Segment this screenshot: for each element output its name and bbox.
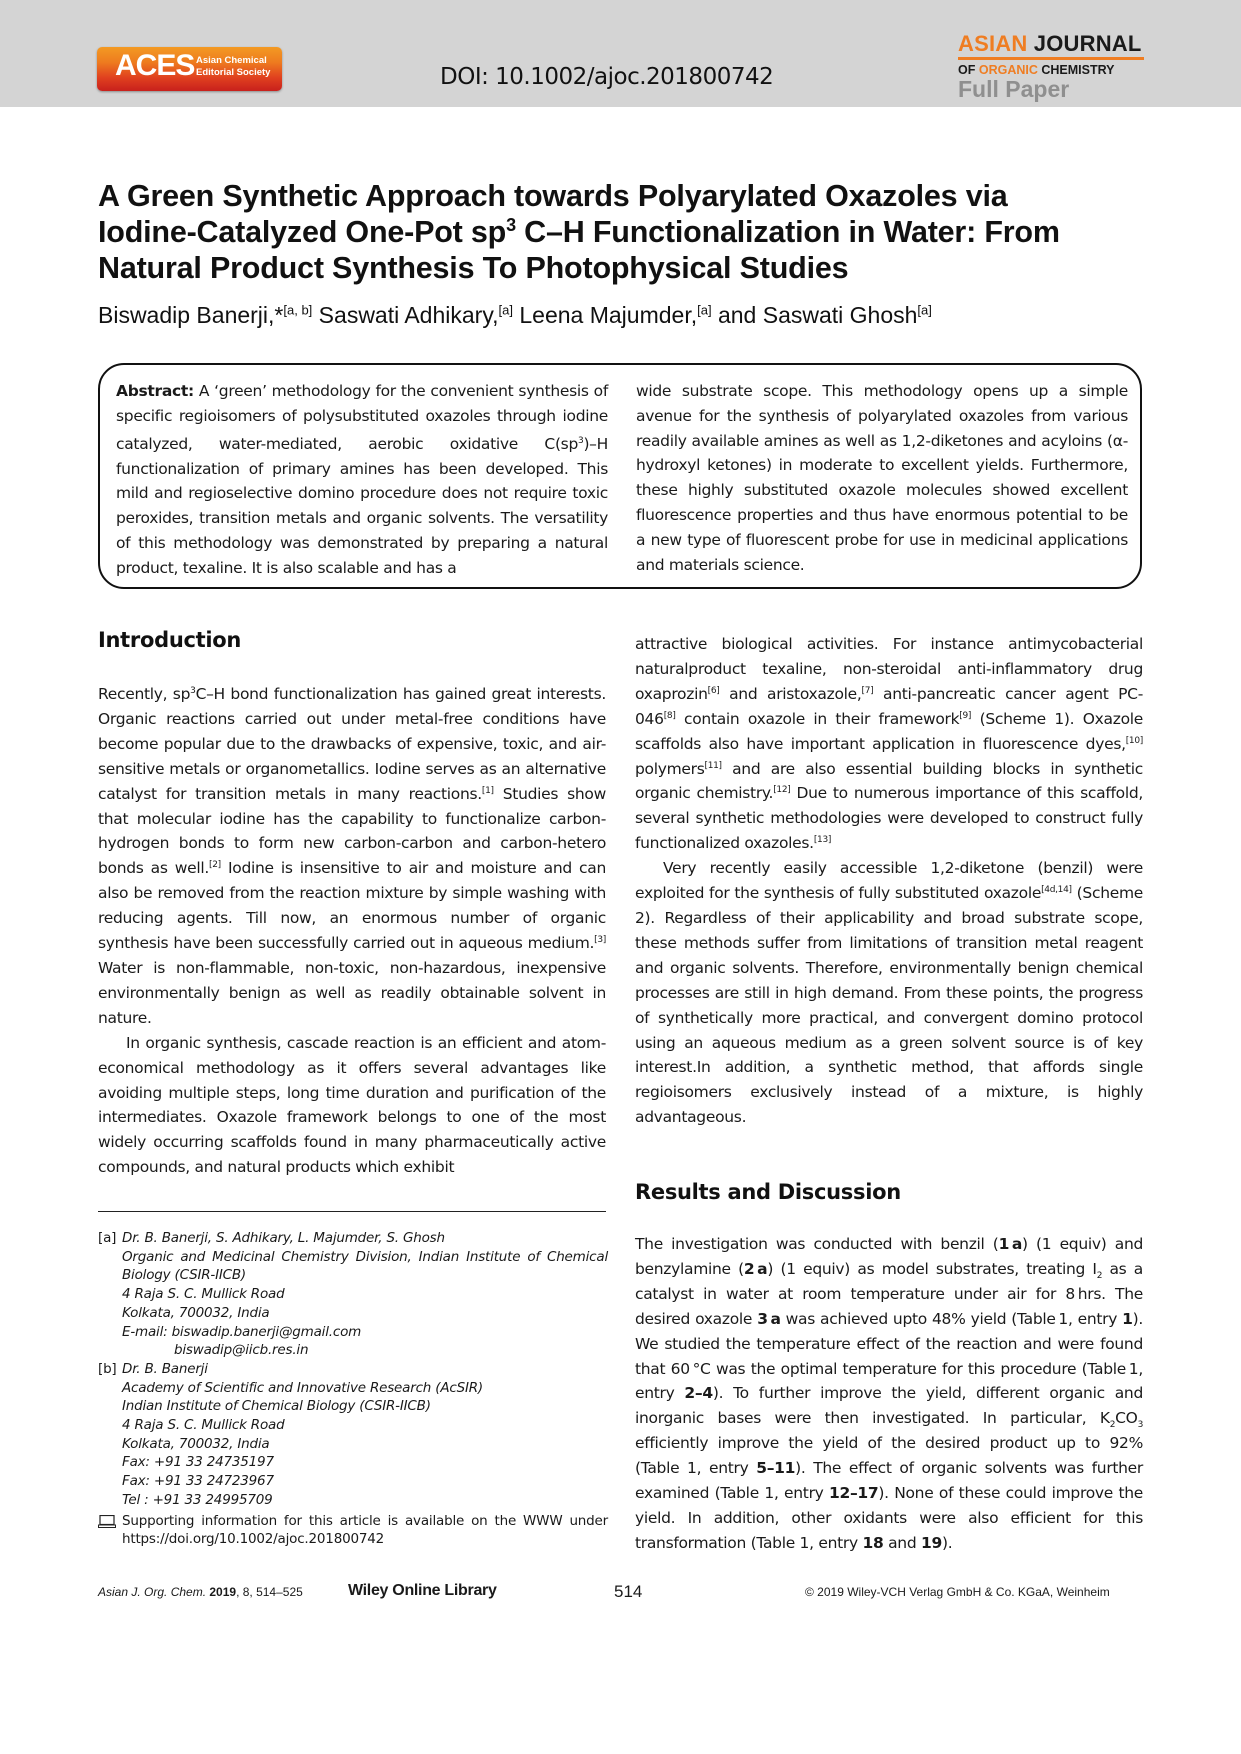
text: anti-pancreatic cancer agent PC-046 xyxy=(635,684,1144,728)
author-affiliation: [a] xyxy=(697,302,712,318)
copyright: © 2019 Wiley-VCH Verlag GmbH & Co. KGaA, Weinheim xyxy=(805,1585,1110,1599)
text: (Scheme 1). Oxazole scaffolds also have important application in fluorescence dyes, xyxy=(635,709,1143,753)
introduction-left-column xyxy=(98,682,606,1180)
footnote-line: Tel : +91 33 24995709 xyxy=(122,1491,273,1508)
abstract-right-column: wide substrate scope. This methodology opens up a simple avenue for the synthesis of polyarylated oxazoles from various readily available amines as well as 1,2-diketones and acyloins (α-hydroxyl ketones) in moderate to excellent yields. Furthermore, these highly substituted oxazole molecules showed excellent fluorescence properties and thus have enormous potential to be a new type of fluorescent probe for use in medicinal applications and materials science. xyxy=(636,382,1128,574)
footnote-line: Kolkata, 700032, India xyxy=(122,1435,270,1452)
footnote-line: Fax: +91 33 24735197 xyxy=(122,1454,274,1471)
journal-name-asian: ASIAN xyxy=(958,31,1028,56)
author-affiliation: [a, b] xyxy=(283,302,313,318)
aces-logo-line2: Editorial Society xyxy=(196,67,271,78)
citation-info xyxy=(98,1585,303,1599)
abstract-text: A ‘green’ methodology for the convenient synthesis of specific regioisomers of polysubstituted oxazoles through iodine catalyzed, water-mediated, aerobic oxidative C(sp xyxy=(116,382,608,453)
aces-logo xyxy=(97,47,282,91)
text: ). The effect of organic solvents was further examined (Table 1, entry xyxy=(635,1459,1143,1503)
footnote-line: Dr. B. Banerji xyxy=(122,1360,208,1377)
text: Very recently easily accessible 1,2-diketone (benzil) were exploited for the synthesis of fully substituted oxazole xyxy=(635,859,1143,903)
author-name[interactable]: Leena Majumder, xyxy=(512,302,698,328)
text: ). To further improve the yield, different organic and inorganic bases were then investigated. In particular, K xyxy=(635,1384,1143,1428)
compound-ref: 12–17 xyxy=(828,1484,879,1503)
journal-logo xyxy=(958,32,1144,101)
journal-subtitle-chemistry: CHEMISTRY xyxy=(1037,63,1115,77)
citation-ref[interactable]: [3] xyxy=(594,934,606,945)
abstract-box xyxy=(98,363,1142,589)
footnote-line: 4 Raja S. C. Mullick Road xyxy=(122,1286,285,1303)
supporting-information-note xyxy=(98,1512,608,1549)
footnote-line: Kolkata, 700032, India xyxy=(122,1304,270,1321)
citation-ref[interactable]: [1] xyxy=(481,785,494,796)
footnote-line: 4 Raja S. C. Mullick Road xyxy=(122,1417,285,1434)
text: ) (1 equiv) as model substrates, treating I xyxy=(767,1259,1097,1278)
journal-name xyxy=(958,32,1144,56)
compound-ref: 5–11 xyxy=(756,1459,796,1478)
header-bar xyxy=(0,0,1241,107)
text: was achieved upto 48% yield (Table 1, entry xyxy=(780,1309,1123,1328)
text: Iodine is insensitive to air and moisture and can also be removed from the reaction mixture by simple washing with reducing agents. Till now, an enormous number of organic synthesis have been successfully carried out in aqueous medium. xyxy=(98,859,606,953)
journal-rule xyxy=(958,57,1144,60)
citation-ref[interactable]: [9] xyxy=(959,710,972,721)
text: Water is non-flammable, non-toxic, non-hazardous, inexpensive environmentally benign as well as readily obtainable solvent in nature. xyxy=(98,958,606,1027)
affiliation-footnotes xyxy=(98,1229,608,1549)
aces-logo-line1: Asian Chemical xyxy=(196,55,267,66)
volume-pages: , 8, 514–525 xyxy=(236,1585,303,1599)
email-link[interactable]: biswadip@iicb.res.in xyxy=(174,1342,309,1359)
footnote-line: Biology (CSIR-IICB) xyxy=(122,1267,246,1284)
footnote-label: [b] xyxy=(98,1360,117,1377)
subscript: 2 xyxy=(1096,1271,1103,1281)
citation-ref[interactable]: [4d,14] xyxy=(1041,884,1072,895)
footnote-label: [a] xyxy=(98,1230,117,1246)
compound-ref: 19 xyxy=(920,1533,942,1552)
citation-ref[interactable]: [10] xyxy=(1125,735,1143,746)
aces-logo-text: ACES xyxy=(115,49,195,82)
text: attractive biological activities. For instance antimycobacterial naturalproduct texaline, non-steroidal anti-inflammatory drug oxaprozin xyxy=(635,635,1143,703)
text: and are also essential building blocks in synthetic organic chemistry. xyxy=(635,759,1143,803)
compound-ref: 3 a xyxy=(757,1309,781,1328)
results-paragraph-1 xyxy=(635,1232,1143,1556)
title-line-2 xyxy=(98,214,1158,250)
text: as a catalyst in water at room temperature under air for 8 hrs. The desired oxazole xyxy=(635,1259,1144,1328)
text: contain oxazole in their framework xyxy=(675,709,960,728)
article-title xyxy=(98,178,1158,286)
subscript: 2 xyxy=(1109,1420,1116,1431)
intro-paragraph-3 xyxy=(635,632,1143,856)
author-affiliation: [a] xyxy=(498,302,513,318)
introduction-heading: Introduction xyxy=(98,628,242,652)
text: Due to numerous importance of this scaffold, several synthetic methodologies were developed to construct fully functionalized oxazoles. xyxy=(635,784,1143,853)
abstract-text: )–H functionalization of primary amines has been developed. This mild and regioselective domino procedure does not require toxic peroxides, transition metals and organic solvents. The versatility of this methodology was demonstrated by preparing a natural product, texaline. It is also scalable and has a xyxy=(116,434,608,577)
text: Studies show that molecular iodine has the capability to functionalize carbon-hydrogen bonds to form new carbon-carbon and carbon-hetero bonds as well. xyxy=(98,784,606,878)
compound-ref: 2–4 xyxy=(684,1384,713,1403)
footnote-b xyxy=(98,1360,608,1510)
text: C–H bond functionalization has gained great interests. Organic reactions carried out under metal-free conditions have become popular due to the drawbacks of expensive, toxic, and air-sensitive metals or organometallics. Iodine serves as an alternative catalyst for transition metals in many reactions. xyxy=(98,685,606,803)
title-line-2a: Iodine-Catalyzed One-Pot sp xyxy=(98,215,507,249)
text: (Scheme 2). Regardless of their applicability and broad substrate scope, these methods suffer from limitations of transition metal reagent and organic solvents. Therefore, environmentally benign chemical processes are still in high demand. From these points, the progress of synthetically more practical, and convergent domino protocol using an aqueous medium as a green solvent source is of key interest.In addition, a synthetic method, that affords single regioisomers exclusively instead of a mixture, is highly advantageous. xyxy=(635,884,1143,1127)
intro-paragraph-1 xyxy=(98,682,606,1031)
supporting-information-link[interactable]: Supporting information for this article is available on the WWW under https://doi.org/10.1002/ajoc.201800742 xyxy=(122,1512,608,1548)
footnote-line: Fax: +91 33 24723967 xyxy=(122,1473,274,1490)
author-name[interactable]: and Saswati Ghosh xyxy=(711,302,918,328)
doi-label[interactable]: DOI: 10.1002/ajoc.201800742 xyxy=(440,64,774,90)
text: efficiently improve the yield of the desired product up to 92% (Table 1, entry xyxy=(635,1434,1143,1478)
page-number: 514 xyxy=(614,1582,643,1601)
text: ). xyxy=(941,1533,953,1552)
journal-subtitle-of: OF xyxy=(958,63,979,77)
text: ) (1 equiv) and benzylamine ( xyxy=(635,1235,1144,1278)
author-name[interactable]: Saswati Adhikary, xyxy=(312,302,499,328)
year: 2019 xyxy=(206,1585,237,1599)
email-link[interactable]: E-mail: biswadip.banerji@gmail.com xyxy=(122,1323,362,1340)
text: and aristoxazole, xyxy=(719,684,862,703)
citation-ref[interactable]: [6] xyxy=(707,685,720,696)
introduction-right-column xyxy=(635,632,1143,1130)
citation-ref[interactable]: [8] xyxy=(663,710,676,721)
footnote-a xyxy=(98,1229,608,1360)
compound-ref: 2 a xyxy=(743,1259,768,1278)
journal-abbrev: Asian J. Org. Chem. xyxy=(98,1585,207,1599)
footnote-divider xyxy=(98,1211,606,1212)
subscript: 3 xyxy=(1137,1420,1143,1431)
text: CO xyxy=(1115,1409,1138,1428)
wiley-online-library-link[interactable]: Wiley Online Library xyxy=(348,1582,497,1599)
journal-name-journal: JOURNAL xyxy=(1027,31,1142,56)
computer-icon xyxy=(98,1515,116,1528)
citation-ref[interactable]: [12] xyxy=(773,785,791,796)
compound-ref: 1 a xyxy=(998,1235,1023,1253)
results-column xyxy=(635,1232,1143,1556)
journal-subtitle-organic: ORGANIC xyxy=(978,63,1038,77)
abstract-superscript: 3 xyxy=(578,435,584,446)
superscript: 3 xyxy=(190,685,196,696)
author-list xyxy=(98,302,932,329)
text: The investigation was conducted with benzil ( xyxy=(635,1235,999,1253)
intro-paragraph-4 xyxy=(635,856,1143,1130)
aces-logo-subtitle xyxy=(196,55,270,79)
abstract-label: Abstract: xyxy=(116,382,194,400)
compound-ref: 18 xyxy=(862,1533,884,1552)
footnote-line: Organic and Medicinal Chemistry Division, Indian Institute of Chemical xyxy=(122,1248,608,1265)
footnote-line: Indian Institute of Chemical Biology (CSIR-IICB) xyxy=(122,1398,431,1415)
text: ). We studied the temperature effect of the reaction and were found that 60 °C was the optimal temperature for this procedure (Table 1, entry xyxy=(635,1309,1144,1403)
text: ). None of these could improve the yield. In addition, other oxidants were also efficient for this transformation (Table 1, entry xyxy=(635,1484,1143,1552)
footnote-line: Academy of Scientific and Innovative Research (AcSIR) xyxy=(122,1379,483,1396)
compound-ref: 1 xyxy=(1122,1309,1133,1328)
journal-subtitle xyxy=(958,63,1144,77)
results-heading: Results and Discussion xyxy=(635,1180,901,1204)
intro-paragraph-2: In organic synthesis, cascade reaction is an efficient and atom-economical methodology as it offers several advantages like avoiding multiple steps, long time duration and purification of the intermediates. Oxazole framework belongs to one of the most widely occurring scaffolds found in many pharmaceutically active compounds, and natural products which exhibit xyxy=(98,1033,606,1177)
article-type: Full Paper xyxy=(958,76,1070,102)
citation-ref[interactable]: [11] xyxy=(704,760,722,771)
title-superscript: 3 xyxy=(506,214,516,235)
title-line-3: Natural Product Synthesis To Photophysical Studies xyxy=(98,251,849,285)
citation-ref[interactable]: [7] xyxy=(861,685,874,696)
author-name[interactable]: Biswadip Banerji,* xyxy=(98,302,284,328)
text: and xyxy=(883,1533,921,1552)
author-affiliation: [a] xyxy=(917,302,932,318)
footnote-line: Dr. B. Banerji, S. Adhikary, L. Majumder, S. Ghosh xyxy=(122,1230,445,1246)
title-line-1: A Green Synthetic Approach towards Polyarylated Oxazoles via xyxy=(98,179,1008,213)
text: Recently, sp xyxy=(98,685,191,703)
abstract-left-column xyxy=(116,379,608,581)
citation-ref[interactable]: [2] xyxy=(209,860,221,871)
text: polymers xyxy=(635,759,705,778)
title-line-2b: C–H Functionalization in Water: From xyxy=(515,215,1060,249)
citation-ref[interactable]: [13] xyxy=(813,835,832,846)
